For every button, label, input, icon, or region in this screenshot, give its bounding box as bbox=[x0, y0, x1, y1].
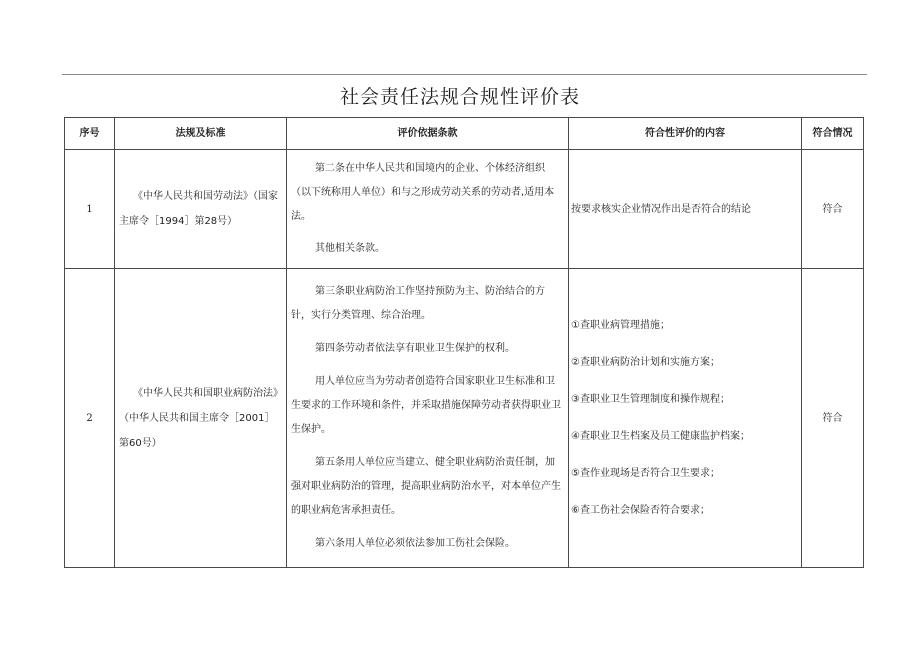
table-header-row bbox=[65, 118, 864, 150]
header-result: 符合情况 bbox=[802, 118, 864, 150]
result-cell: 符合 bbox=[802, 150, 864, 269]
content-cell bbox=[569, 150, 802, 269]
basis-clause: 第四条劳动者依法享有职业卫生保护的权利。 bbox=[315, 343, 515, 354]
basis-cell bbox=[287, 269, 569, 568]
basis-clause: 用人单位应当为劳动者创造符合国家职业卫生标准和卫生要求的工作环境和条件，并采取措施保障劳动者获得职业卫生保护。 bbox=[291, 376, 561, 435]
basis-clause: 第五条用人单位应当建立、健全职业病防治责任制，加强对职业病防治的管理，提高职业病防治水平，对本单位产生的职业病危害承担责任。 bbox=[291, 457, 561, 516]
basis-clause: 其他相关条款。 bbox=[315, 243, 385, 254]
row-number: 2 bbox=[65, 269, 115, 568]
content-item: ⑤查作业现场是否符合卫生要求； bbox=[571, 468, 720, 479]
result-cell: 符合 bbox=[802, 269, 864, 568]
content-item: ⑥查工伤社会保险否符合要求； bbox=[571, 505, 710, 516]
content-item: ①查职业病管理措施； bbox=[571, 320, 670, 331]
top-rule bbox=[62, 74, 867, 75]
row-number: 1 bbox=[65, 150, 115, 269]
law-cell bbox=[115, 150, 287, 269]
table-row bbox=[65, 150, 864, 269]
evaluation-table bbox=[64, 117, 864, 568]
basis-clause: 第三条职业病防治工作坚持预防为主、防治结合的方针，实行分类管理、综合治理。 bbox=[291, 286, 545, 321]
law-name: 《中华人民共和国职业病防治法》（中华人民共和国主席令［2001］第60号） bbox=[119, 387, 278, 449]
header-basis: 评价依据条款 bbox=[287, 118, 569, 150]
content-item: ③查职业卫生管理制度和操作规程； bbox=[571, 394, 730, 405]
law-cell bbox=[115, 269, 287, 568]
content-item: ②查职业病防治计划和实施方案； bbox=[571, 357, 720, 368]
header-content: 符合性评价的内容 bbox=[569, 118, 802, 150]
law-name: 《中华人民共和国劳动法》（国家主席令［1994］第28号） bbox=[119, 191, 278, 227]
table-row bbox=[65, 269, 864, 568]
content-item: ④查职业卫生档案及员工健康监护档案； bbox=[571, 431, 750, 442]
header-law: 法规及标准 bbox=[115, 118, 287, 150]
basis-clause: 第二条在中华人民共和国境内的企业、个体经济组织（以下统称用人单位）和与之形成劳动关系的劳动者,适用本法。 bbox=[291, 163, 555, 222]
header-no: 序号 bbox=[65, 118, 115, 150]
basis-clause: 第六条用人单位必须依法参加工伤社会保险。 bbox=[315, 538, 515, 549]
content-item: 按要求核实企业情况作出是否符合的结论 bbox=[571, 203, 751, 215]
document-title: 社会责任法规合规性评价表 bbox=[339, 86, 580, 108]
basis-cell bbox=[287, 150, 569, 269]
content-cell bbox=[569, 269, 802, 568]
